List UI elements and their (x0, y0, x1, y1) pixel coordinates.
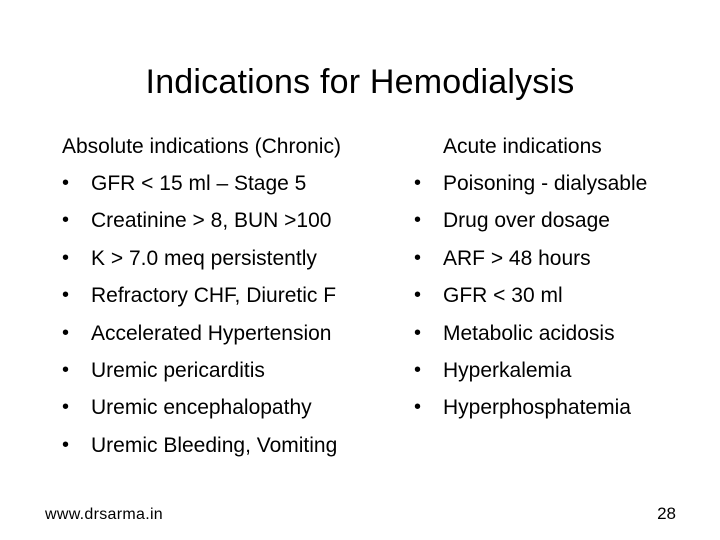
list-item-text: Creatinine > 8, BUN >100 (91, 209, 332, 233)
list-item-text: Hyperkalemia (443, 358, 572, 382)
list-item-text: Uremic encephalopathy (91, 396, 312, 420)
list-item (414, 165, 704, 202)
list-item-text: Drug over dosage (443, 209, 610, 233)
page-number: 28 (657, 504, 676, 523)
absolute-indications-heading: Absolute indications (Chronic) (62, 135, 341, 158)
bullet-icon: • (414, 396, 422, 419)
bullet-icon: • (414, 172, 422, 194)
bullet-icon: • (62, 284, 70, 307)
bullet-icon: • (62, 433, 70, 456)
bullet-icon: • (62, 321, 70, 344)
list-item (414, 315, 704, 352)
list-item (62, 315, 392, 352)
list-item-text: Poisoning - dialysable (443, 172, 648, 195)
list-item-text: Uremic Bleeding, Vomiting (91, 433, 338, 457)
list-item (414, 352, 704, 389)
slide-title: Indications for Hemodialysis (145, 63, 575, 101)
list-item (414, 277, 704, 314)
bullet-icon: • (62, 172, 70, 194)
list-item (62, 352, 392, 389)
bullet-icon: • (414, 321, 422, 344)
absolute-indications-list (62, 165, 392, 464)
list-item (62, 240, 392, 277)
absolute-indications-column (62, 128, 392, 464)
bullet-icon: • (414, 246, 422, 269)
bullet-icon: • (414, 284, 422, 307)
list-item-text: Accelerated Hypertension (91, 321, 332, 345)
list-item-text: GFR < 30 ml (443, 284, 563, 308)
bullet-icon: • (62, 246, 70, 269)
list-item-text: Uremic pericarditis (91, 358, 265, 382)
bullet-icon: • (62, 396, 70, 419)
list-item (414, 202, 704, 239)
list-item (62, 202, 392, 239)
acute-indications-heading: Acute indications (443, 135, 602, 158)
list-item (62, 165, 392, 202)
bullet-icon: • (414, 358, 422, 381)
bullet-icon: • (414, 209, 422, 232)
list-item-text: GFR < 15 ml – Stage 5 (91, 172, 307, 195)
bullet-icon: • (62, 209, 70, 232)
acute-indications-list (414, 165, 704, 427)
list-item (62, 427, 392, 464)
list-item (62, 389, 392, 426)
list-item (62, 277, 392, 314)
list-item (414, 240, 704, 277)
list-item-text: ARF > 48 hours (443, 246, 591, 270)
list-item-text: K > 7.0 meq persistently (91, 246, 317, 270)
list-item (414, 389, 704, 426)
bullet-icon: • (62, 358, 70, 381)
list-item-text: Refractory CHF, Diuretic F (91, 284, 337, 308)
list-item-text: Metabolic acidosis (443, 321, 615, 345)
list-item-text: Hyperphosphatemia (443, 396, 631, 420)
acute-indications-column (414, 128, 704, 427)
footer-website: www.drsarma.in (45, 506, 164, 523)
